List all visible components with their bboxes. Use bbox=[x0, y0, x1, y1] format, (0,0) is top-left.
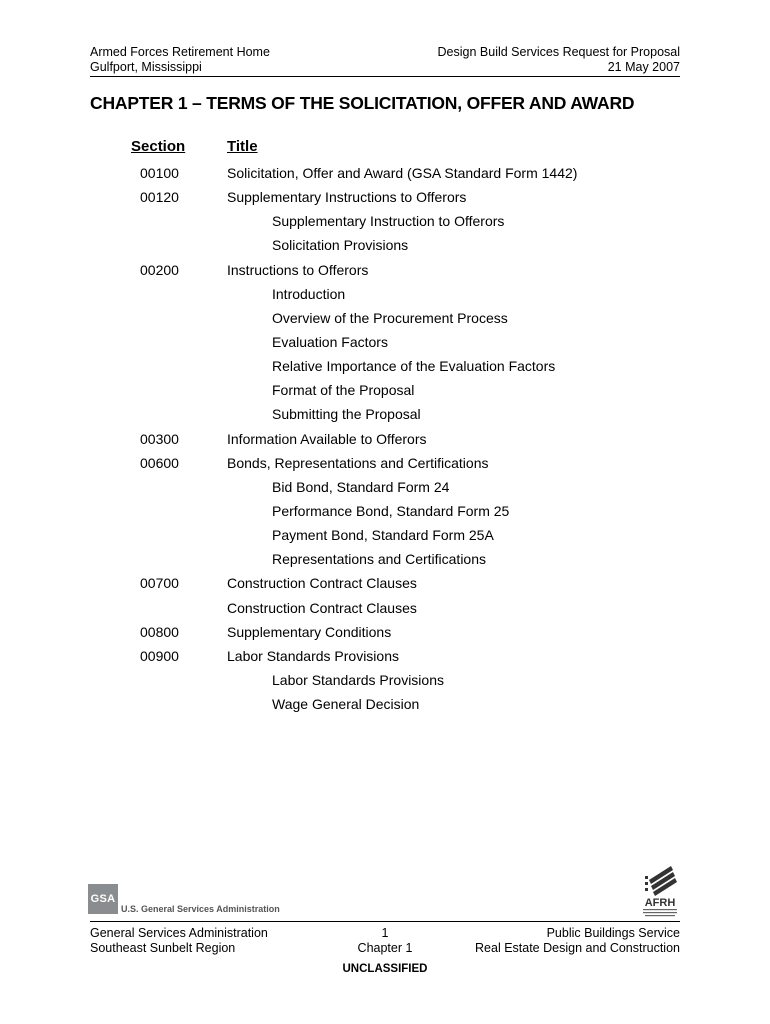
footer-division: Real Estate Design and Construction bbox=[475, 941, 680, 955]
toc-subrow bbox=[0, 526, 770, 550]
subsection-title: Supplementary Instruction to Offerors bbox=[272, 213, 505, 230]
toc-subrow bbox=[0, 502, 770, 526]
section-column-header: Section bbox=[131, 138, 186, 155]
section-title: Construction Contract Clauses bbox=[227, 575, 417, 592]
toc-subrow bbox=[0, 671, 770, 695]
afrh-logo-mark: AFRH bbox=[644, 897, 676, 909]
toc-row bbox=[0, 261, 770, 285]
footer-right bbox=[475, 926, 680, 956]
subsection-title: Introduction bbox=[272, 285, 346, 302]
subsection-title: Solicitation Provisions bbox=[272, 237, 409, 254]
subsection-title: Format of the Proposal bbox=[272, 382, 415, 399]
section-number: 00100 bbox=[140, 165, 179, 181]
section-number: 00200 bbox=[140, 261, 179, 278]
toc-subrow bbox=[0, 285, 770, 309]
footer-chapter: Chapter 1 bbox=[357, 941, 413, 955]
gsa-logo-text: U.S. General Services Administration bbox=[121, 904, 280, 914]
toc-subrow bbox=[0, 236, 770, 260]
header-document-title: Design Build Services Request for Proposal bbox=[437, 45, 680, 59]
toc-row bbox=[0, 164, 770, 188]
subsection-title: Wage General Decision bbox=[272, 696, 420, 713]
toc-row bbox=[0, 454, 770, 478]
gsa-logo: GSA bbox=[88, 884, 118, 914]
section-title: Solicitation, Offer and Award (GSA Standard Form 1442) bbox=[227, 165, 578, 181]
section-number: 00120 bbox=[140, 189, 179, 206]
header-right bbox=[438, 45, 680, 75]
section-number: 00600 bbox=[140, 454, 179, 471]
subsection-title: Performance Bond, Standard Form 25 bbox=[272, 502, 510, 519]
toc-subrow bbox=[0, 309, 770, 333]
toc-row bbox=[0, 623, 770, 647]
toc-subrow bbox=[0, 405, 770, 429]
subsection-title: Relative Importance of the Evaluation Factors bbox=[272, 358, 556, 375]
table-of-contents bbox=[0, 164, 770, 719]
classification-label: UNCLASSIFIED bbox=[342, 963, 428, 975]
section-title: Construction Contract Clauses bbox=[227, 599, 417, 616]
toc-subrow bbox=[0, 212, 770, 236]
section-title: Supplementary Instructions to Offerors bbox=[227, 189, 467, 206]
section-title: Bonds, Representations and Certifications bbox=[227, 454, 489, 471]
page-footer bbox=[90, 921, 680, 955]
section-title: Supplementary Conditions bbox=[227, 623, 392, 640]
subsection-title: Bid Bond, Standard Form 24 bbox=[272, 478, 450, 495]
chapter-title: CHAPTER 1 – TERMS OF THE SOLICITATION, OFFER AND AWARD bbox=[90, 93, 635, 113]
toc-subrow bbox=[0, 357, 770, 381]
toc-subrow bbox=[0, 381, 770, 405]
header-left bbox=[90, 45, 270, 75]
page-number: 1 bbox=[381, 926, 389, 940]
section-title: Labor Standards Provisions bbox=[227, 647, 399, 664]
subsection-title: Labor Standards Provisions bbox=[272, 671, 444, 688]
footer-agency: General Services Administration bbox=[90, 926, 268, 940]
subsection-title: Evaluation Factors bbox=[272, 333, 388, 350]
toc-row bbox=[0, 599, 770, 623]
toc-subrow bbox=[0, 478, 770, 502]
toc-subrow bbox=[0, 550, 770, 574]
subsection-title: Submitting the Proposal bbox=[272, 406, 421, 423]
section-number: 00700 bbox=[140, 575, 179, 592]
footer-region: Southeast Sunbelt Region bbox=[90, 941, 236, 955]
toc-row bbox=[0, 647, 770, 671]
toc-subrow bbox=[0, 333, 770, 357]
subsection-title: Payment Bond, Standard Form 25A bbox=[272, 527, 494, 544]
toc-row bbox=[0, 430, 770, 454]
section-title: Instructions to Offerors bbox=[227, 261, 369, 278]
subsection-title: Overview of the Procurement Process bbox=[272, 309, 508, 326]
header-date: 21 May 2007 bbox=[607, 60, 680, 74]
title-column-header: Title bbox=[227, 138, 258, 155]
section-number: 00800 bbox=[140, 623, 179, 640]
header-location: Gulfport, Mississippi bbox=[90, 60, 202, 74]
section-number: 00300 bbox=[140, 430, 179, 447]
section-title: Information Available to Offerors bbox=[227, 430, 427, 447]
page-header bbox=[90, 45, 680, 77]
afrh-logo bbox=[635, 862, 685, 918]
subsection-title: Representations and Certifications bbox=[272, 551, 487, 568]
section-number: 00900 bbox=[140, 647, 179, 664]
toc-row bbox=[0, 574, 770, 598]
toc-row bbox=[0, 188, 770, 212]
header-organization: Armed Forces Retirement Home bbox=[90, 45, 270, 59]
toc-subrow bbox=[0, 695, 770, 719]
footer-service: Public Buildings Service bbox=[546, 926, 680, 940]
